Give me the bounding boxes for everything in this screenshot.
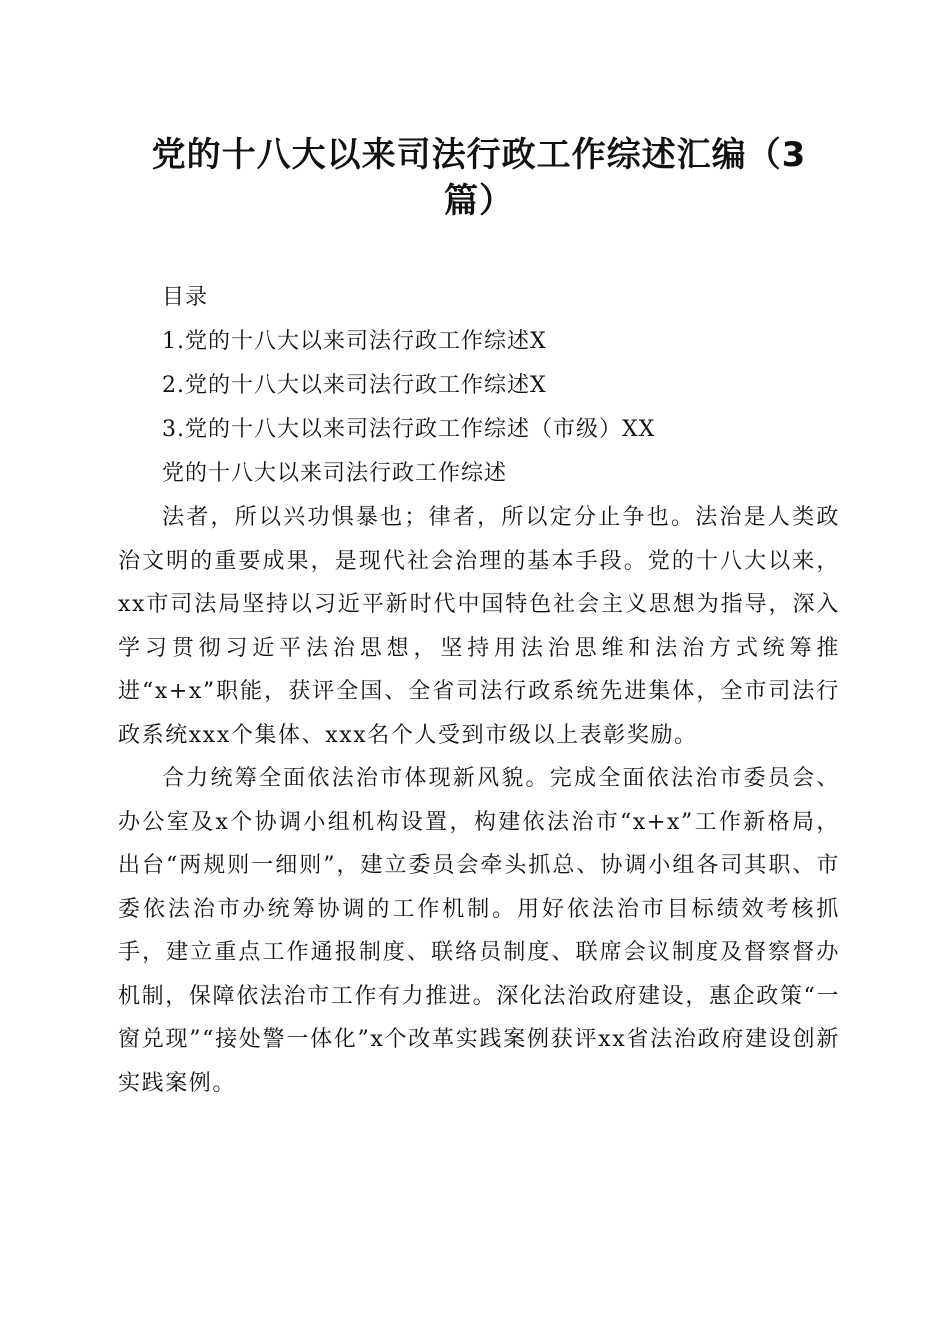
paragraph-2: 合力统筹全面依法治市体现新风貌。完成全面依法治市委员会、办公室及x个协调小组机构设置，构建依法治市“x+x”工作新格局，出台“两规则一细则”，建立委员会牵头抓总、协调小组各司其职、市委依法治市办统筹协调的工作机制。用好依法治市目标绩效考核抓手，建立重点工作通报制度、联络员制度、联席会议制度及督察督办机制，保障依法治市工作有力推进。深化法治政府建设，惠企政策“一窗兑现”“接处警一体化”x个改革实践案例获评xx省法治政府建设创新实践案例。 [118,766,840,1096]
document-title: 党的十八大以来司法行政工作综述汇编（3篇） [151,135,807,221]
paragraph-1: 法者，所以兴功惧暴也；律者，所以定分止争也。法治是人类政治文明的重要成果，是现代社会治理的基本手段。党的十八大以来，xx市司法局坚持以习近平新时代中国特色社会主义思想为指导，深入学习贯彻习近平法治思想，坚持用法治思维和法治方式统筹推进“x+x”职能，获评全国、全省司法行政系统先进集体，全市司法行政系统xxx个集体、xxx名个人受到市级以上表彰奖励。 [118,505,840,748]
toc-item-1: 1.党的十八大以来司法行政工作综述X [162,329,547,354]
table-of-contents [118,276,840,496]
toc-item-2: 2.党的十八大以来司法行政工作综述X [162,373,547,398]
section-title: 党的十八大以来司法行政工作综述 [162,461,508,486]
toc-item-3: 3.党的十八大以来司法行政工作综述（市级）XX [162,417,656,442]
toc-heading: 目录 [162,285,209,310]
